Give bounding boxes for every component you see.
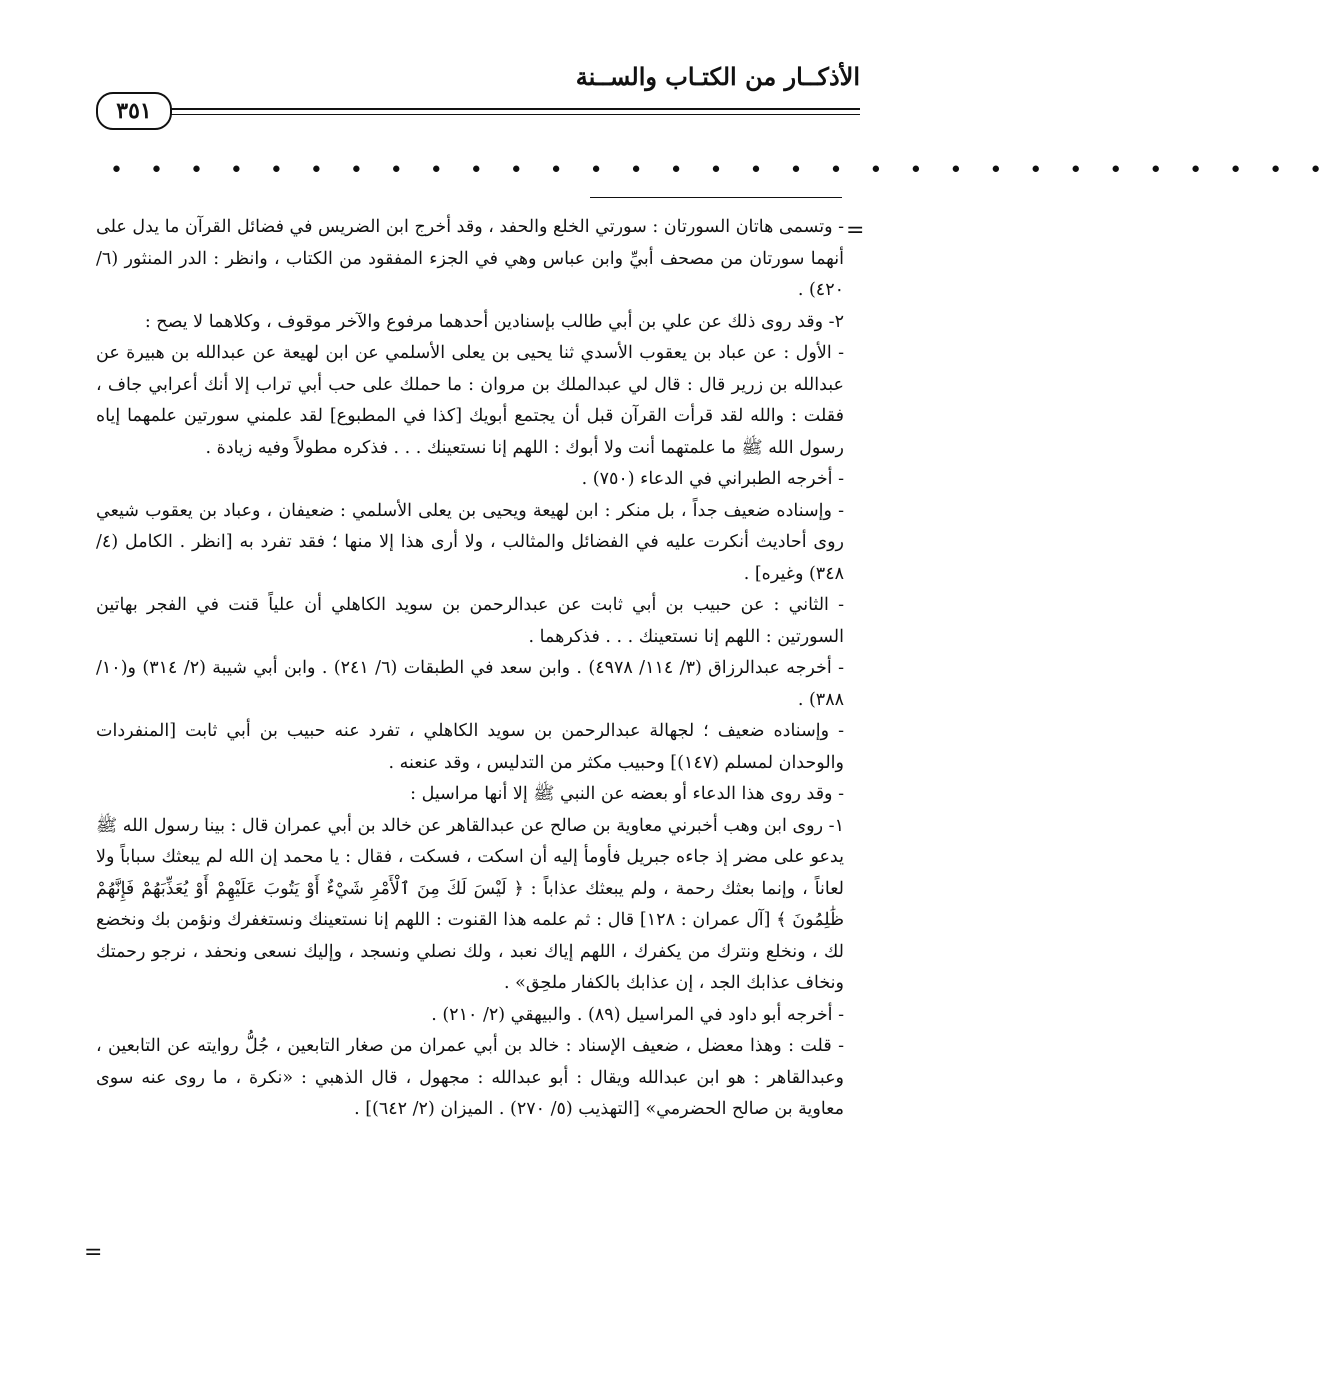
footnote-paragraph: - وتسمى هاتان السورتان : سورتي الخلع والحفد ، وقد أخرج ابن الضريس في فضائل القرآن ما يدل على أنهما سورتان من مصحف أبيِّ وابن عباس وهي في الجزء المفقود من الكتاب ، وانظر : الدر المنثور (٦/ ٤٢٠) .	[96, 217, 844, 300]
footnote-paragraph: - أخرجه الطبراني في الدعاء (٧٥٠) .	[581, 469, 844, 489]
footnote-paragraph: - الثاني : عن حبيب بن أبي ثابت عن عبدالرحمن بن سويد الكاهلي أن علياً قنت في الفجر بهاتين السورتين : اللهم إنا نستعينك . . . فذكرهما .	[96, 595, 844, 647]
continuation-mark-end: =	[84, 1240, 103, 1265]
footnote-paragraph: - أخرجه أبو داود في المراسيل (٨٩) . والبيهقي (٢/ ٢١٠) .	[431, 1004, 844, 1025]
header-rule	[170, 108, 860, 110]
continuation-mark-start: =	[846, 218, 865, 243]
footnote-paragraph: - وقد روى هذا الدعاء أو بعضه عن النبي ﷺ إلا أنها مراسيل :	[410, 784, 844, 804]
footnote-paragraph: ٢- وقد روى ذلك عن علي بن أبي طالب بإسنادين أحدهما مرفوع والآخر موقوف ، وكلاهما لا يصح :	[144, 311, 844, 332]
footnotes-body	[96, 212, 844, 1126]
footnote-paragraph: - الأول : عن عباد بن يعقوب الأسدي ثنا يحيى بن يعلى الأسلمي عن ابن لهيعة عن عبدالله بن هبيرة عن عبدالله بن زرير قال : قال لي عبدالملك بن مروان : ما حملك على حب أبي تراب إلا أنك أعرابي جاف ، فقلت : والله لقد قرأت القرآن قبل أن يجتمع أبويك [كذا في المطبوع] لقد علمني سورتين علمهما إياه رسول الله ﷺ ما علمتهما أنت ولا أبوك : اللهم إنا نستعينك . . . فذكره مطولاً وفيه زيادة .	[96, 343, 844, 458]
running-header	[90, 62, 860, 132]
header-rule-thin	[170, 114, 860, 115]
footnote-separator	[590, 197, 842, 198]
separator-dots: • • • • • • • • • • • • • • • • • • • • • • • • • • • • • • •	[110, 158, 1332, 183]
footnote-paragraph: - قلت : وهذا معضل ، ضعيف الإسناد : خالد بن أبي عمران من صغار التابعين ، جُلُّ روايته عن التابعين ، وعبدالقاهر : هو ابن عبدالله ويقال : أبو عبدالله : مجهول ، قال الذهبي : «نكرة ، ما روى عنه سوى معاوية بن صالح الحضرمي» [التهذيب (٥/ ٢٧٠) . الميزان (٢/ ٦٤٢)] .	[96, 1036, 844, 1119]
header-title: الأذكــار من الكتـاب والســنة	[575, 62, 860, 91]
footnote-paragraph: - وإسناده ضعيف ؛ لجهالة عبدالرحمن بن سويد الكاهلي ، تفرد عنه حبيب بن أبي ثابت [المنفردات والوحدان لمسلم (١٤٧)] وحبيب مكثر من التدليس ، وقد عنعنه .	[96, 721, 844, 773]
page-number: ٣٥١	[96, 92, 172, 130]
footnote-paragraph: ١- روى ابن وهب أخبرني معاوية بن صالح عن عبدالقاهر عن خالد بن أبي عمران قال : بينا رسول الله ﷺ يدعو على مضر إذ جاءه جبريل فأومأ إليه أن اسكت ، فسكت ، فقال : يا محمد إن الله لم يبعثك سباباً ولا لعاناً ، وإنما بعثك رحمة ، ولم يبعثك عذاباً : ﴿ لَيْسَ لَكَ مِنَ ٱلْأَمْرِ شَيْءٌ أَوْ يَتُوبَ عَلَيْهِمْ أَوْ يُعَذِّبَهُمْ فَإِنَّهُمْ ظَٰلِمُونَ ﴾ [آل عمران : ١٢٨] قال : ثم علمه هذا القنوت : اللهم إنا نستعينك ونستغفرك ونؤمن بك ونخضع لك ، ونخلع ونترك من يكفرك ، اللهم إياك نعبد ، ولك نصلي ونسجد ، وإليك نسعى ونحفد ، نرجو رحمتك ونخاف عذابك الجد ، إن عذابك بالكفار ملحِق» .	[96, 815, 845, 993]
footnote-paragraph: - وإسناده ضعيف جداً ، بل منكر : ابن لهيعة ويحيى بن يعلى الأسلمي : ضعيفان ، وعباد بن يعقوب شيعي روى أحاديث أنكرت عليه في الفضائل والمثالب ، ولا أرى هذا إلا منها ؛ فقد تفرد به [انظر . الكامل (٤/ ٣٤٨) وغيره] .	[96, 500, 844, 584]
footnote-paragraph: - أخرجه عبدالرزاق (٣/ ١١٤/ ٤٩٧٨) . وابن سعد في الطبقات (٦/ ٢٤١) . وابن أبي شيبة (٢/ ٣١٤) و(١٠/ ٣٨٨) .	[96, 658, 845, 710]
